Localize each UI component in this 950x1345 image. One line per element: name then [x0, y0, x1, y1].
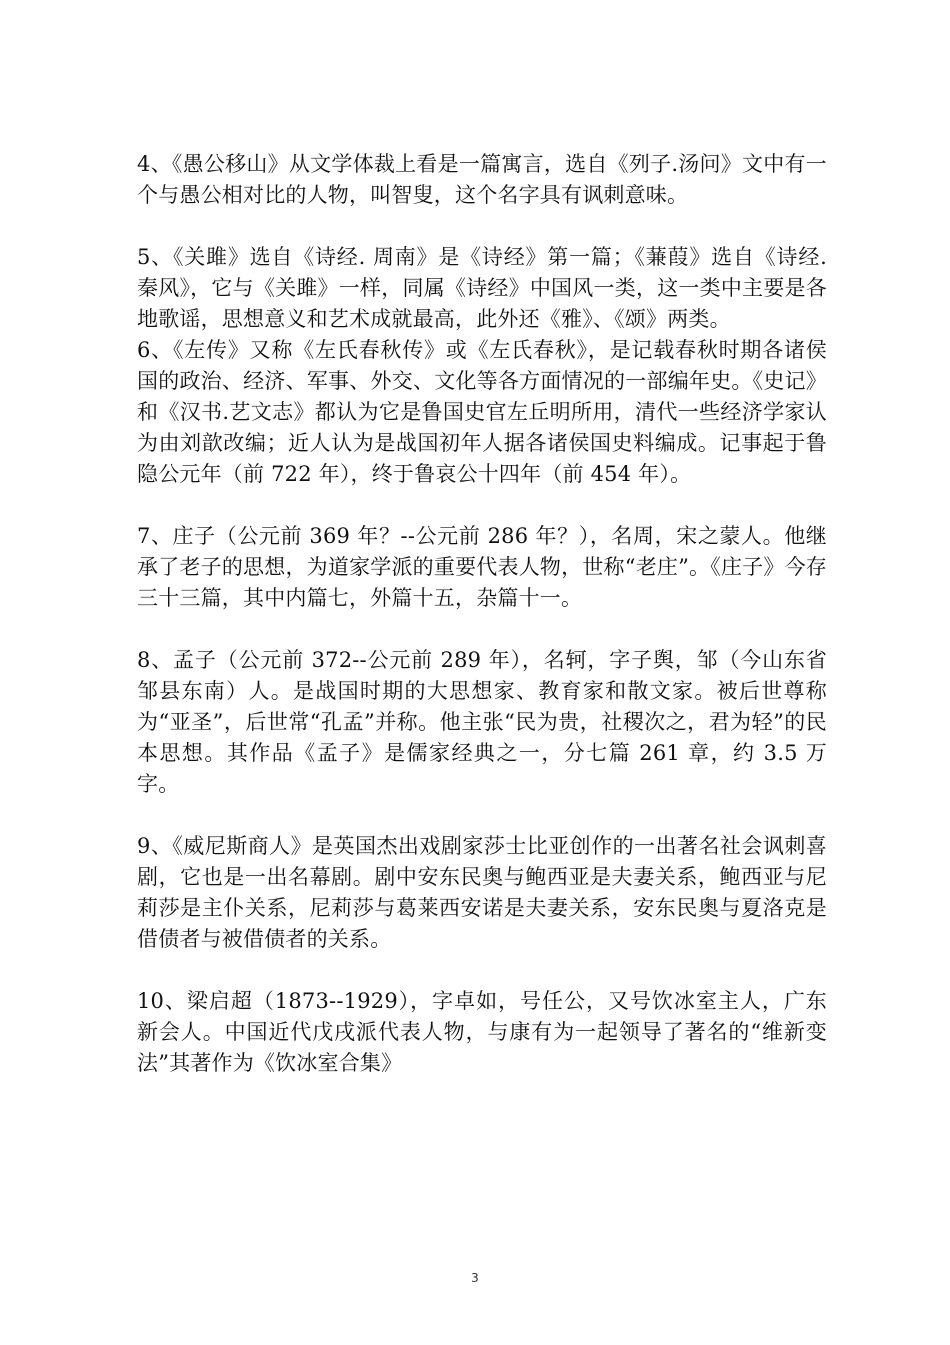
paragraph-gap	[137, 614, 827, 645]
paragraph-5: 5、《关雎》选自《诗经. 周南》是《诗经》第一篇；《蒹葭》选自《诗经.秦风》，它与《关雎》一样，同属《诗经》中国风一类，这一类中主要是各地歌谣，思想意义和艺术成就最高，此外还《雅》、《颂》两类。	[137, 245, 827, 331]
paragraph-gap	[137, 955, 827, 986]
paragraph-10: 10、梁启超（1873--1929），字卓如，号任公，又号饮冰室主人，广东新会人。中国近代戊戌派代表人物，与康有为一起领导了著名的“维新变法”其著作为《饮冰室合集》	[137, 989, 827, 1075]
paragraph-8: 8、孟子（公元前 372--公元前 289 年），名轲，字子舆，邹（今山东省邹县东南）人。是战国时期的大思想家、教育家和散文家。被后世尊称为“亚圣”，后世常“孔孟”并称。他主张“民为贵，社稷次之，君为轻”的民本思想。其作品《孟子》是儒家经典之一，分七篇 261 章，约 3.5 万字。	[137, 648, 827, 796]
document-body	[137, 149, 827, 1079]
paragraph-gap	[137, 800, 827, 831]
paragraph-gap	[137, 490, 827, 521]
paragraph-6: 6、《左传》又称《左氏春秋传》或《左氏春秋》，是记载春秋时期各诸侯国的政治、经济、军事、外交、文化等各方面情况的一部编年史。《史记》和《汉书.艺文志》都认为它是鲁国史官左丘明所用，清代一些经济学家认为由刘歆改编；近人认为是战国初年人据各诸侯国史料编成。记事起于鲁隐公元年（前 722 年），终于鲁哀公十四年（前 454 年）。	[137, 338, 827, 486]
paragraph-gap	[137, 211, 827, 242]
page-number: 3	[471, 1271, 479, 1285]
paragraph-9: 9、《威尼斯商人》是英国杰出戏剧家莎士比亚创作的一出著名社会讽刺喜剧，它也是一出名幕剧。剧中安东民奥与鲍西亚是夫妻关系，鲍西亚与尼莉莎是主仆关系，尼莉莎与葛莱西安诺是夫妻关系，安东民奥与夏洛克是借债者与被借债者的关系。	[137, 834, 827, 951]
paragraph-7: 7、庄子（公元前 369 年？--公元前 286 年？），名周，宋之蒙人。他继承了老子的思想，为道家学派的重要代表人物，世称“老庄”。《庄子》今存三十三篇，其中内篇七，外篇十五，杂篇十一。	[137, 524, 827, 610]
paragraph-4: 4、《愚公移山》从文学体裁上看是一篇寓言，选自《列子.汤问》文中有一个与愚公相对比的人物，叫智叟，这个名字具有讽刺意味。	[137, 152, 827, 207]
